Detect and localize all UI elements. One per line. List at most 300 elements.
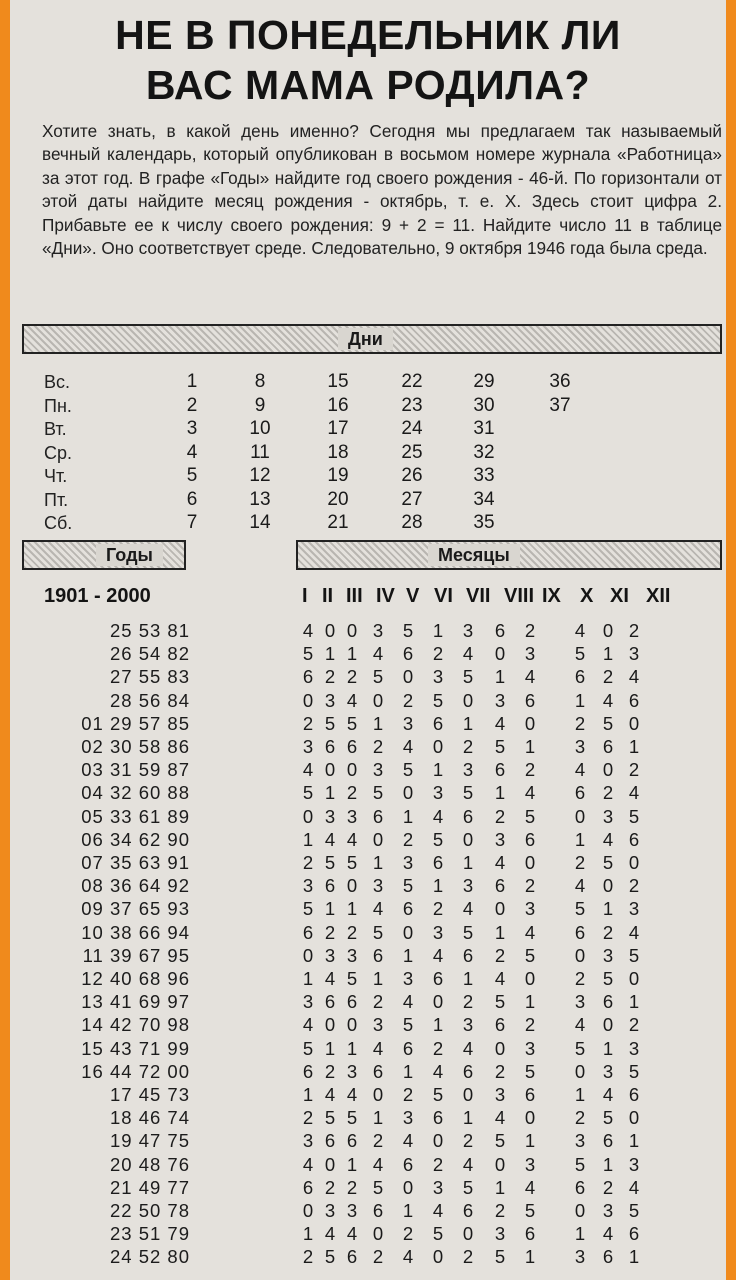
month-code: 4 bbox=[324, 1223, 336, 1245]
month-code: 4 bbox=[402, 1130, 414, 1152]
year-group: 24 52 80 bbox=[109, 1246, 190, 1268]
headline-line-1: НЕ В ПОНЕДЕЛЬНИК ЛИ bbox=[115, 12, 621, 58]
month-code: 2 bbox=[346, 666, 358, 688]
month-code: 0 bbox=[324, 1014, 336, 1036]
month-code: 2 bbox=[524, 759, 536, 781]
month-code: 3 bbox=[628, 1037, 640, 1059]
month-code: 6 bbox=[302, 1060, 314, 1082]
month-label: V bbox=[406, 585, 420, 607]
month-code: 3 bbox=[402, 1107, 414, 1129]
month-code: 1 bbox=[574, 828, 586, 850]
month-code: 4 bbox=[324, 968, 336, 989]
month-code: 5 bbox=[432, 1084, 444, 1105]
intro-paragraph: Хотите знать, в какой день именно? Сегодня мы предлагаем так называемый вечный календарь, который опубликован в восьмом номере журнала «Работница» за этот год. В графе «Годы» найдите год своего рождения - 46-й. По горизонтали от этой даты найдите месяц рождения - октябрь, т. е. X. Здесь стоит цифра 2. Прибавьте ее к числу своего рождения: 9 + 2 = 11. Найдите число 11 в таблице «Дни». Оно соответствует среде. Следовательно, 9 октября 1946 года была среда. bbox=[42, 121, 722, 259]
months-header-band bbox=[296, 540, 722, 570]
month-code: 1 bbox=[524, 736, 536, 757]
day-number: 34 bbox=[473, 488, 495, 510]
month-code: 1 bbox=[462, 1107, 474, 1129]
month-code: 1 bbox=[402, 1200, 414, 1221]
month-code: 4 bbox=[574, 875, 586, 897]
month-code: 2 bbox=[346, 1176, 358, 1198]
day-number: 10 bbox=[249, 418, 271, 439]
day-number: 27 bbox=[401, 488, 423, 510]
month-code: 2 bbox=[372, 991, 384, 1013]
month-code: 2 bbox=[432, 1037, 444, 1059]
month-code: 3 bbox=[324, 805, 336, 827]
month-code: 3 bbox=[602, 805, 614, 827]
month-code: 5 bbox=[346, 712, 358, 734]
month-code: 1 bbox=[524, 1246, 536, 1268]
year-group: 19 47 75 bbox=[109, 1130, 190, 1152]
days-header: Дни bbox=[338, 328, 393, 350]
day-number: 30 bbox=[473, 394, 495, 416]
month-code: 5 bbox=[324, 1246, 336, 1268]
month-code: 4 bbox=[402, 1246, 414, 1268]
month-code: 2 bbox=[462, 991, 474, 1013]
month-code: 6 bbox=[602, 736, 614, 757]
month-label: I bbox=[302, 585, 308, 607]
day-number: 18 bbox=[327, 441, 349, 463]
month-code: 0 bbox=[372, 1223, 384, 1245]
month-code: 0 bbox=[628, 852, 640, 873]
month-code: 5 bbox=[494, 1246, 506, 1268]
month-code: 0 bbox=[372, 828, 384, 850]
month-code: 4 bbox=[372, 898, 384, 920]
month-code: 2 bbox=[602, 921, 614, 943]
day-number: 32 bbox=[473, 441, 495, 463]
month-code: 5 bbox=[628, 944, 640, 966]
month-label: III bbox=[346, 585, 363, 607]
month-code: 0 bbox=[602, 875, 614, 897]
month-code: 6 bbox=[524, 1084, 536, 1105]
month-code: 0 bbox=[346, 620, 358, 641]
month-code: 2 bbox=[524, 1014, 536, 1036]
month-code: 6 bbox=[602, 991, 614, 1013]
month-code: 1 bbox=[402, 1060, 414, 1082]
month-code: 6 bbox=[372, 944, 384, 966]
month-code: 6 bbox=[462, 1060, 474, 1082]
month-code: 2 bbox=[524, 620, 536, 641]
month-code: 1 bbox=[402, 944, 414, 966]
year-range: 1901 - 2000 bbox=[44, 585, 151, 607]
month-code: 5 bbox=[628, 1200, 640, 1221]
month-code: 2 bbox=[628, 620, 640, 641]
day-number: 23 bbox=[401, 394, 423, 416]
month-code: 1 bbox=[302, 968, 314, 989]
month-code: 6 bbox=[574, 782, 586, 804]
month-code: 0 bbox=[462, 689, 474, 711]
years-header-band bbox=[22, 540, 186, 570]
month-code: 3 bbox=[628, 898, 640, 920]
month-code: 3 bbox=[602, 944, 614, 966]
month-code: 2 bbox=[324, 1176, 336, 1198]
month-code: 6 bbox=[524, 828, 536, 850]
month-code: 3 bbox=[602, 1060, 614, 1082]
month-code: 2 bbox=[628, 1014, 640, 1036]
month-code: 1 bbox=[324, 1037, 336, 1059]
month-code: 2 bbox=[494, 1060, 506, 1082]
year-group: 03 31 59 87 bbox=[81, 759, 190, 781]
month-code: 5 bbox=[324, 712, 336, 734]
year-group: 16 44 72 00 bbox=[81, 1060, 190, 1082]
month-code: 1 bbox=[324, 782, 336, 804]
month-code: 4 bbox=[432, 1060, 444, 1082]
month-code: 3 bbox=[602, 1200, 614, 1221]
day-number: 24 bbox=[401, 418, 423, 439]
month-code: 3 bbox=[372, 759, 384, 781]
day-number: 8 bbox=[254, 371, 266, 392]
month-code: 3 bbox=[302, 991, 314, 1013]
month-code: 1 bbox=[324, 643, 336, 665]
month-code: 4 bbox=[524, 666, 536, 688]
month-code: 2 bbox=[432, 898, 444, 920]
month-code: 3 bbox=[462, 1014, 474, 1036]
month-label: IX bbox=[542, 585, 561, 607]
month-code: 3 bbox=[402, 968, 414, 989]
day-number: 13 bbox=[249, 488, 271, 510]
month-code: 3 bbox=[494, 1223, 506, 1245]
year-group: 08 36 64 92 bbox=[81, 875, 190, 897]
month-code: 2 bbox=[372, 1246, 384, 1268]
month-code: 4 bbox=[402, 991, 414, 1013]
month-code: 4 bbox=[602, 1223, 614, 1245]
year-group: 28 56 84 bbox=[109, 689, 190, 711]
year-group: 09 37 65 93 bbox=[81, 898, 190, 920]
month-code: 2 bbox=[462, 1130, 474, 1152]
month-code: 5 bbox=[432, 689, 444, 711]
month-code: 3 bbox=[524, 643, 536, 665]
month-code: 2 bbox=[494, 1200, 506, 1221]
month-code: 1 bbox=[462, 712, 474, 734]
month-code: 5 bbox=[324, 1107, 336, 1129]
month-code: 5 bbox=[628, 1060, 640, 1082]
month-code: 1 bbox=[574, 1084, 586, 1105]
month-code: 1 bbox=[524, 1130, 536, 1152]
month-code: 2 bbox=[346, 782, 358, 804]
month-label: XI bbox=[610, 585, 629, 607]
day-number: 28 bbox=[401, 512, 423, 533]
month-code: 0 bbox=[524, 852, 536, 873]
month-code: 4 bbox=[302, 759, 314, 781]
day-number: 33 bbox=[473, 465, 495, 486]
month-code: 1 bbox=[432, 759, 444, 781]
months-header: Месяцы bbox=[428, 544, 520, 566]
year-group: 14 42 70 98 bbox=[81, 1014, 190, 1036]
month-code: 0 bbox=[432, 1130, 444, 1152]
day-number: 31 bbox=[473, 418, 495, 439]
month-code: 4 bbox=[302, 620, 314, 641]
month-code: 6 bbox=[372, 1060, 384, 1082]
month-code: 0 bbox=[402, 1176, 414, 1198]
day-number: 25 bbox=[401, 441, 423, 463]
month-code: 3 bbox=[346, 1060, 358, 1082]
month-code: 2 bbox=[302, 1246, 314, 1268]
month-code: 6 bbox=[324, 736, 336, 757]
day-label: Чт. bbox=[44, 466, 68, 486]
month-code: 0 bbox=[602, 1014, 614, 1036]
month-code: 5 bbox=[602, 852, 614, 873]
month-code: 4 bbox=[602, 1084, 614, 1105]
month-code: 3 bbox=[462, 875, 474, 897]
month-code: 0 bbox=[432, 1246, 444, 1268]
month-code: 5 bbox=[524, 1060, 536, 1082]
month-code: 4 bbox=[494, 712, 506, 734]
month-code: 0 bbox=[302, 805, 314, 827]
month-code: 0 bbox=[628, 712, 640, 734]
month-code: 1 bbox=[346, 898, 358, 920]
month-code: 5 bbox=[628, 805, 640, 827]
month-code: 1 bbox=[628, 736, 640, 757]
month-code: 1 bbox=[602, 898, 614, 920]
month-code: 0 bbox=[602, 759, 614, 781]
month-code: 2 bbox=[462, 736, 474, 757]
month-label: XII bbox=[646, 585, 671, 607]
day-number: 9 bbox=[254, 394, 266, 416]
month-code: 0 bbox=[432, 991, 444, 1013]
month-code: 5 bbox=[602, 712, 614, 734]
month-code: 6 bbox=[346, 736, 358, 757]
month-code: 3 bbox=[574, 1246, 586, 1268]
month-code: 4 bbox=[346, 689, 358, 711]
month-code: 6 bbox=[372, 1200, 384, 1221]
year-group: 10 38 66 94 bbox=[81, 921, 190, 943]
day-number: 19 bbox=[327, 465, 349, 486]
year-group: 23 51 79 bbox=[109, 1223, 190, 1245]
month-code: 6 bbox=[494, 875, 506, 897]
headline-line-2: ВАС МАМА РОДИЛА? bbox=[145, 62, 591, 108]
year-group: 15 43 71 99 bbox=[81, 1037, 190, 1059]
month-code: 1 bbox=[302, 1223, 314, 1245]
month-code: 3 bbox=[574, 1130, 586, 1152]
month-code: 4 bbox=[324, 1084, 336, 1105]
month-code: 2 bbox=[402, 1223, 414, 1245]
month-code: 5 bbox=[372, 782, 384, 804]
day-label: Сб. bbox=[44, 513, 73, 533]
day-number: 35 bbox=[473, 512, 495, 533]
month-code: 1 bbox=[494, 782, 506, 804]
month-code: 3 bbox=[524, 1037, 536, 1059]
month-code: 0 bbox=[574, 1060, 586, 1082]
year-group: 12 40 68 96 bbox=[81, 968, 190, 989]
month-code: 3 bbox=[432, 921, 444, 943]
month-code: 5 bbox=[524, 1200, 536, 1221]
month-code: 5 bbox=[302, 782, 314, 804]
day-number: 3 bbox=[186, 418, 198, 439]
month-code: 5 bbox=[346, 968, 358, 989]
day-number: 17 bbox=[327, 418, 349, 439]
month-code: 4 bbox=[628, 1176, 640, 1198]
days-header-band bbox=[22, 324, 722, 354]
month-label: IV bbox=[376, 585, 395, 607]
month-code: 1 bbox=[372, 852, 384, 873]
month-code: 5 bbox=[462, 782, 474, 804]
month-code: 6 bbox=[324, 991, 336, 1013]
month-code: 5 bbox=[432, 828, 444, 850]
month-code: 0 bbox=[494, 643, 506, 665]
month-code: 6 bbox=[432, 852, 444, 873]
month-code: 1 bbox=[494, 1176, 506, 1198]
month-label: VII bbox=[466, 585, 491, 607]
month-code: 1 bbox=[602, 1153, 614, 1175]
month-code: 1 bbox=[432, 620, 444, 641]
month-code: 1 bbox=[462, 968, 474, 989]
day-number: 21 bbox=[327, 512, 349, 533]
day-number: 5 bbox=[186, 465, 198, 486]
month-code: 6 bbox=[302, 666, 314, 688]
month-code: 1 bbox=[494, 921, 506, 943]
month-code: 5 bbox=[432, 1223, 444, 1245]
month-code: 3 bbox=[324, 1200, 336, 1221]
month-code: 5 bbox=[402, 759, 414, 781]
month-code: 1 bbox=[602, 643, 614, 665]
month-code: 2 bbox=[574, 852, 586, 873]
month-code: 6 bbox=[324, 875, 336, 897]
month-code: 6 bbox=[462, 944, 474, 966]
month-code: 0 bbox=[402, 921, 414, 943]
month-code: 3 bbox=[372, 875, 384, 897]
month-code: 4 bbox=[462, 1037, 474, 1059]
month-code: 3 bbox=[346, 805, 358, 827]
month-code: 3 bbox=[402, 712, 414, 734]
day-number: 16 bbox=[327, 394, 349, 416]
month-code: 6 bbox=[346, 991, 358, 1013]
month-code: 5 bbox=[574, 1037, 586, 1059]
month-code: 0 bbox=[324, 620, 336, 641]
month-code: 2 bbox=[372, 1130, 384, 1152]
month-code: 3 bbox=[628, 643, 640, 665]
month-code: 5 bbox=[574, 898, 586, 920]
month-code: 3 bbox=[524, 1153, 536, 1175]
month-code: 2 bbox=[346, 921, 358, 943]
month-code: 2 bbox=[494, 944, 506, 966]
month-code: 2 bbox=[602, 782, 614, 804]
month-code: 4 bbox=[302, 1014, 314, 1036]
month-code: 6 bbox=[628, 1223, 640, 1245]
month-code: 5 bbox=[494, 991, 506, 1013]
month-code: 2 bbox=[302, 852, 314, 873]
month-code: 3 bbox=[302, 1130, 314, 1152]
month-code: 6 bbox=[574, 921, 586, 943]
month-code: 3 bbox=[462, 620, 474, 641]
month-code: 2 bbox=[372, 736, 384, 757]
year-group: 26 54 82 bbox=[109, 643, 190, 665]
month-code: 0 bbox=[302, 944, 314, 966]
month-code: 4 bbox=[372, 643, 384, 665]
month-code: 2 bbox=[628, 759, 640, 781]
day-number: 14 bbox=[249, 512, 271, 533]
month-code: 1 bbox=[346, 1153, 358, 1175]
month-code: 0 bbox=[462, 1223, 474, 1245]
month-code: 4 bbox=[346, 828, 358, 850]
month-label: VI bbox=[434, 585, 453, 607]
month-code: 5 bbox=[402, 875, 414, 897]
years-header: Годы bbox=[96, 544, 163, 566]
year-group: 25 53 81 bbox=[109, 620, 190, 641]
month-code: 6 bbox=[402, 643, 414, 665]
day-number: 12 bbox=[249, 465, 271, 486]
month-label: II bbox=[322, 585, 334, 607]
year-group: 13 41 69 97 bbox=[81, 991, 190, 1013]
month-code: 5 bbox=[372, 1176, 384, 1198]
month-code: 6 bbox=[462, 1200, 474, 1221]
month-code: 2 bbox=[432, 643, 444, 665]
month-code: 0 bbox=[432, 736, 444, 757]
month-code: 3 bbox=[402, 852, 414, 873]
month-code: 4 bbox=[574, 620, 586, 641]
month-code: 1 bbox=[372, 968, 384, 989]
month-code: 1 bbox=[628, 991, 640, 1013]
day-number: 29 bbox=[473, 371, 495, 392]
month-code: 0 bbox=[462, 1084, 474, 1105]
day-label: Ср. bbox=[44, 442, 73, 463]
day-label: Вс. bbox=[44, 372, 71, 392]
day-label: Вт. bbox=[44, 419, 67, 439]
month-code: 6 bbox=[346, 1246, 358, 1268]
month-code: 3 bbox=[346, 1200, 358, 1221]
month-code: 4 bbox=[462, 1153, 474, 1175]
year-group: 04 32 60 88 bbox=[81, 782, 190, 804]
month-code: 2 bbox=[402, 1084, 414, 1105]
day-number: 26 bbox=[401, 465, 423, 486]
month-code: 1 bbox=[302, 828, 314, 850]
month-code: 2 bbox=[628, 875, 640, 897]
month-code: 2 bbox=[574, 712, 586, 734]
day-number: 22 bbox=[401, 371, 423, 392]
month-code: 6 bbox=[602, 1246, 614, 1268]
month-code: 0 bbox=[324, 759, 336, 781]
month-code: 5 bbox=[372, 921, 384, 943]
month-code: 0 bbox=[372, 689, 384, 711]
month-code: 4 bbox=[628, 782, 640, 804]
month-code: 4 bbox=[494, 968, 506, 989]
month-code: 4 bbox=[462, 643, 474, 665]
day-number: 1 bbox=[186, 371, 198, 392]
month-code: 5 bbox=[302, 1037, 314, 1059]
month-code: 0 bbox=[402, 782, 414, 804]
month-code: 5 bbox=[346, 1107, 358, 1129]
month-code: 2 bbox=[494, 805, 506, 827]
day-number: 7 bbox=[186, 512, 198, 533]
month-code: 2 bbox=[462, 1246, 474, 1268]
month-code: 1 bbox=[402, 805, 414, 827]
month-code: 1 bbox=[346, 1037, 358, 1059]
month-code: 5 bbox=[524, 944, 536, 966]
month-code: 0 bbox=[372, 1084, 384, 1105]
month-code: 3 bbox=[462, 759, 474, 781]
month-code: 5 bbox=[462, 666, 474, 688]
month-code: 3 bbox=[324, 689, 336, 711]
month-code: 0 bbox=[524, 1107, 536, 1129]
month-code: 5 bbox=[402, 620, 414, 641]
month-code: 5 bbox=[602, 1107, 614, 1129]
month-code: 4 bbox=[432, 805, 444, 827]
month-code: 6 bbox=[432, 712, 444, 734]
month-code: 0 bbox=[574, 805, 586, 827]
month-code: 5 bbox=[602, 968, 614, 989]
month-code: 0 bbox=[462, 828, 474, 850]
month-code: 3 bbox=[524, 898, 536, 920]
month-code: 1 bbox=[574, 689, 586, 711]
month-code: 5 bbox=[372, 666, 384, 688]
month-code: 6 bbox=[302, 921, 314, 943]
month-code: 4 bbox=[346, 1084, 358, 1105]
month-code: 1 bbox=[372, 1107, 384, 1129]
month-code: 5 bbox=[494, 1130, 506, 1152]
year-group: 01 29 57 85 bbox=[81, 712, 190, 734]
day-number: 4 bbox=[186, 441, 198, 463]
month-code: 6 bbox=[432, 968, 444, 989]
month-code: 3 bbox=[574, 736, 586, 757]
